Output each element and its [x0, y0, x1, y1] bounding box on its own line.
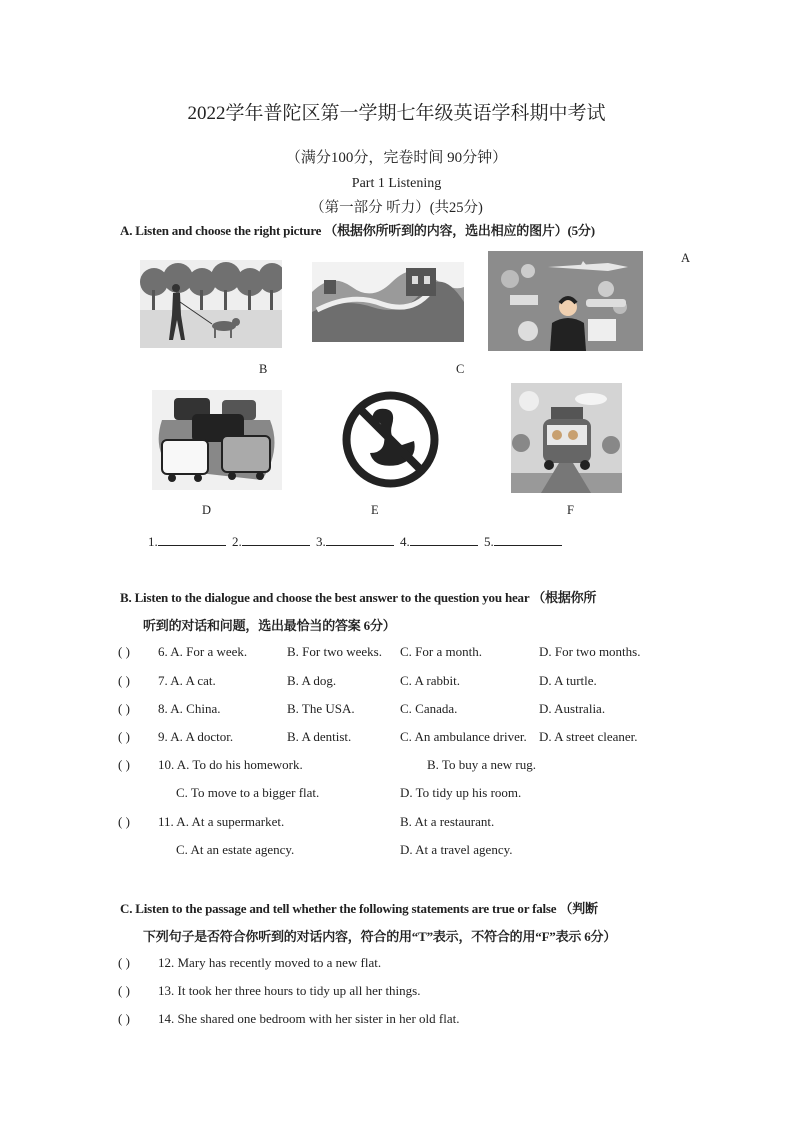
no-swan-sign-illustration	[342, 391, 439, 488]
option-d: D. For two months.	[539, 644, 641, 659]
option-b: B. For two weeks.	[287, 644, 382, 659]
travel-agency-illustration	[488, 251, 643, 351]
option-c: C. A rabbit.	[400, 673, 460, 688]
section-b-heading-line2: 听到的对话和问题，选出最恰当的答案 6分）	[143, 618, 396, 633]
option-b: B. The USA.	[287, 701, 355, 716]
option-c: C. Canada.	[400, 701, 458, 716]
picture-label-b: B	[259, 362, 268, 376]
option-a: 10. A. To do his homework.	[158, 757, 303, 772]
blank-number: 3.	[316, 534, 326, 549]
option-b: B. A dentist.	[287, 729, 352, 744]
option-a: 8. A. China.	[158, 701, 221, 716]
blank-number: 1.	[148, 534, 158, 549]
option-a: 7. A. A cat.	[158, 673, 216, 688]
answer-blank-2[interactable]	[232, 533, 310, 550]
picture-label-e: E	[371, 503, 379, 517]
statement-text: 13. It took her three hours to tidy up all her things.	[158, 983, 421, 998]
blank-line	[326, 533, 394, 546]
blank-number: 2.	[232, 534, 242, 549]
section-b-heading-line1: B. Listen to the dialogue and choose the best answer to the question you hear （根据你所	[120, 590, 597, 605]
option-d: D. Australia.	[539, 701, 606, 716]
blank-line	[158, 533, 226, 546]
answer-paren[interactable]: ( )	[118, 955, 130, 970]
statement-text: 12. Mary has recently moved to a new flat.	[158, 955, 382, 970]
exam-subtitle: （满分100分，完卷时间 90分钟）	[285, 150, 508, 166]
part-title-en: Part 1 Listening	[351, 176, 442, 191]
answer-blank-1[interactable]	[148, 533, 226, 550]
option-c: C. An ambulance driver.	[400, 729, 527, 744]
option-c: C. To move to a bigger flat.	[176, 785, 320, 800]
answer-blank-3[interactable]	[316, 533, 394, 550]
option-d: D. A street cleaner.	[539, 729, 638, 744]
part-title-cn: （第一部分 听力）(共25分)	[310, 200, 483, 216]
option-b: B. At a restaurant.	[400, 814, 495, 829]
option-d: D. A turtle.	[539, 673, 597, 688]
option-d: D. At a travel agency.	[400, 842, 513, 857]
section-c-heading-line2: 下列句子是否符合你听到的对话内容，符合的用“T”表示，不符合的用“F”表示 6分）	[143, 929, 617, 944]
option-c: C. For a month.	[400, 644, 482, 659]
section-a-heading: A. Listen and choose the right picture （根据你所听到的内容，选出相应的图片）(5分)	[120, 223, 595, 238]
man-walking-dog-illustration	[140, 260, 282, 348]
answer-paren[interactable]: ( )	[118, 1011, 130, 1026]
option-d: D. To tidy up his room.	[400, 785, 522, 800]
answer-paren[interactable]: ( )	[118, 644, 130, 659]
blank-number: 4.	[400, 534, 410, 549]
blank-line	[494, 533, 562, 546]
option-a: 11. A. At a supermarket.	[158, 814, 285, 829]
blank-number: 5.	[484, 534, 494, 549]
answer-paren[interactable]: ( )	[118, 701, 130, 716]
answer-paren[interactable]: ( )	[118, 814, 130, 829]
answer-blank-4[interactable]	[400, 533, 478, 550]
traffic-jam-illustration	[152, 390, 282, 490]
section-c-heading-line1: C. Listen to the passage and tell whether the following statements are true or false （判断	[120, 901, 598, 916]
answer-paren[interactable]: ( )	[118, 729, 130, 744]
answer-paren[interactable]: ( )	[118, 673, 130, 688]
option-a: 9. A. A doctor.	[158, 729, 234, 744]
answer-paren[interactable]: ( )	[118, 757, 130, 772]
picture-label-c: C	[456, 362, 465, 376]
option-a: 6. A. For a week.	[158, 644, 248, 659]
option-c: C. At an estate agency.	[176, 842, 295, 857]
picture-label-f: F	[567, 503, 574, 517]
exam-title: 2022学年普陀区第一学期七年级英语学科期中考试	[187, 103, 606, 124]
picture-label-a: A	[681, 251, 691, 265]
statement-text: 14. She shared one bedroom with her sister in her old flat.	[158, 1011, 460, 1026]
blank-line	[410, 533, 478, 546]
option-b: B. To buy a new rug.	[427, 757, 536, 772]
family-road-trip-illustration	[511, 383, 622, 493]
blank-line	[242, 533, 310, 546]
option-b: B. A dog.	[287, 673, 337, 688]
answer-paren[interactable]: ( )	[118, 983, 130, 998]
picture-label-d: D	[202, 503, 212, 517]
great-wall-illustration	[312, 262, 464, 342]
answer-blank-5[interactable]	[484, 533, 562, 550]
